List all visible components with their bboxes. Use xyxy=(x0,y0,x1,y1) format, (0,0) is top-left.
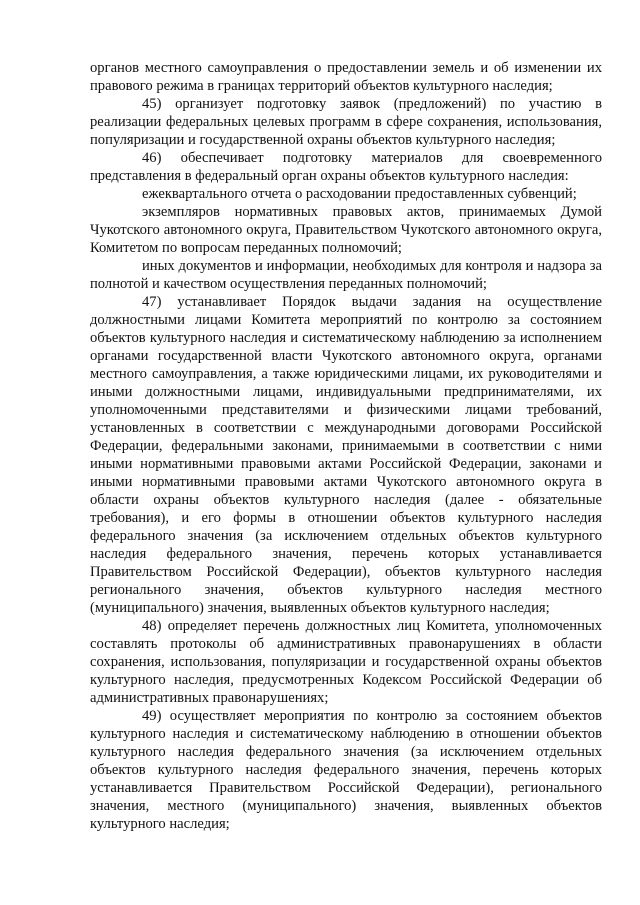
paragraph-item-46-quarterly-report: ежеквартального отчета о расходовании предоставленных субвенций; xyxy=(142,186,577,202)
paragraph-item-47: 47) устанавливает Порядок выдачи задания на осуществление должностными лицами Комитета мероприятий по контролю за состоянием объектов культурного наследия и систематическому наблюдению за исполнением органами государственной власти Чукотского автономного округа, органами местного самоуправления, а также юридическими лицами, их руководителями и иными должностными лицами, индивидуальными предпринимателями, их уполномоченными представителями и физическими лицами требований, установленных в соответствии с международными договорами Российской Федерации, федеральными законами, принимаемыми в соответствии с ними иными нормативными правовыми актами Российской Федерации, законами и иными нормативными правовыми актами Чукотского автономного округа в области охраны объектов культурного наследия (далее - обязательные требования), и его формы в отношении объектов культурного наследия федерального значения (за исключением отдельных объектов культурного наследия федерального значения, перечень которых устанавливается Правительством Российской Федерации), объектов культурного наследия регионального значения, объектов культурного наследия местного (муниципального) значения, выявленных объектов культурного наследия; xyxy=(90,294,602,616)
paragraph-item-46: 46) обеспечивает подготовку материалов для своевременного представления в федеральный орган охраны объектов культурного наследия: xyxy=(90,150,602,184)
paragraph-item-45: 45) организует подготовку заявок (предложений) по участию в реализации федеральных целевых программ в сфере сохранения, использования, популяризации и государственной охраны объектов культурного наследия; xyxy=(90,96,602,148)
paragraph-continuation: органов местного самоуправления о предоставлении земель и об изменении их правового режима в границах территорий объектов культурного наследия; xyxy=(90,60,602,94)
document-page xyxy=(90,59,602,833)
paragraph-item-46-other-documents: иных документов и информации, необходимых для контроля и надзора за полнотой и качеством осуществления переданных полномочий; xyxy=(90,258,602,292)
paragraph-item-49: 49) осуществляет мероприятия по контролю за состоянием объектов культурного наследия и систематическому наблюдению в отношении объектов культурного наследия федерального значения (за исключением отдельных объектов культурного наследия федерального значения, перечень которых устанавливается Правительством Российской Федерации), регионального значения, местного (муниципального) значения, выявленных объектов культурного наследия; xyxy=(90,708,602,832)
paragraph-item-48: 48) определяет перечень должностных лиц Комитета, уполномоченных составлять протоколы об административных правонарушениях в области сохранения, использования, популяризации и государственной охраны объектов культурного наследия, предусмотренных Кодексом Российской Федерации об административных правонарушениях; xyxy=(90,618,602,706)
paragraph-item-46-legal-acts: экземпляров нормативных правовых актов, принимаемых Думой Чукотского автономного округа, Правительством Чукотского автономного округа, Комитетом по вопросам переданных полномочий; xyxy=(90,204,602,256)
